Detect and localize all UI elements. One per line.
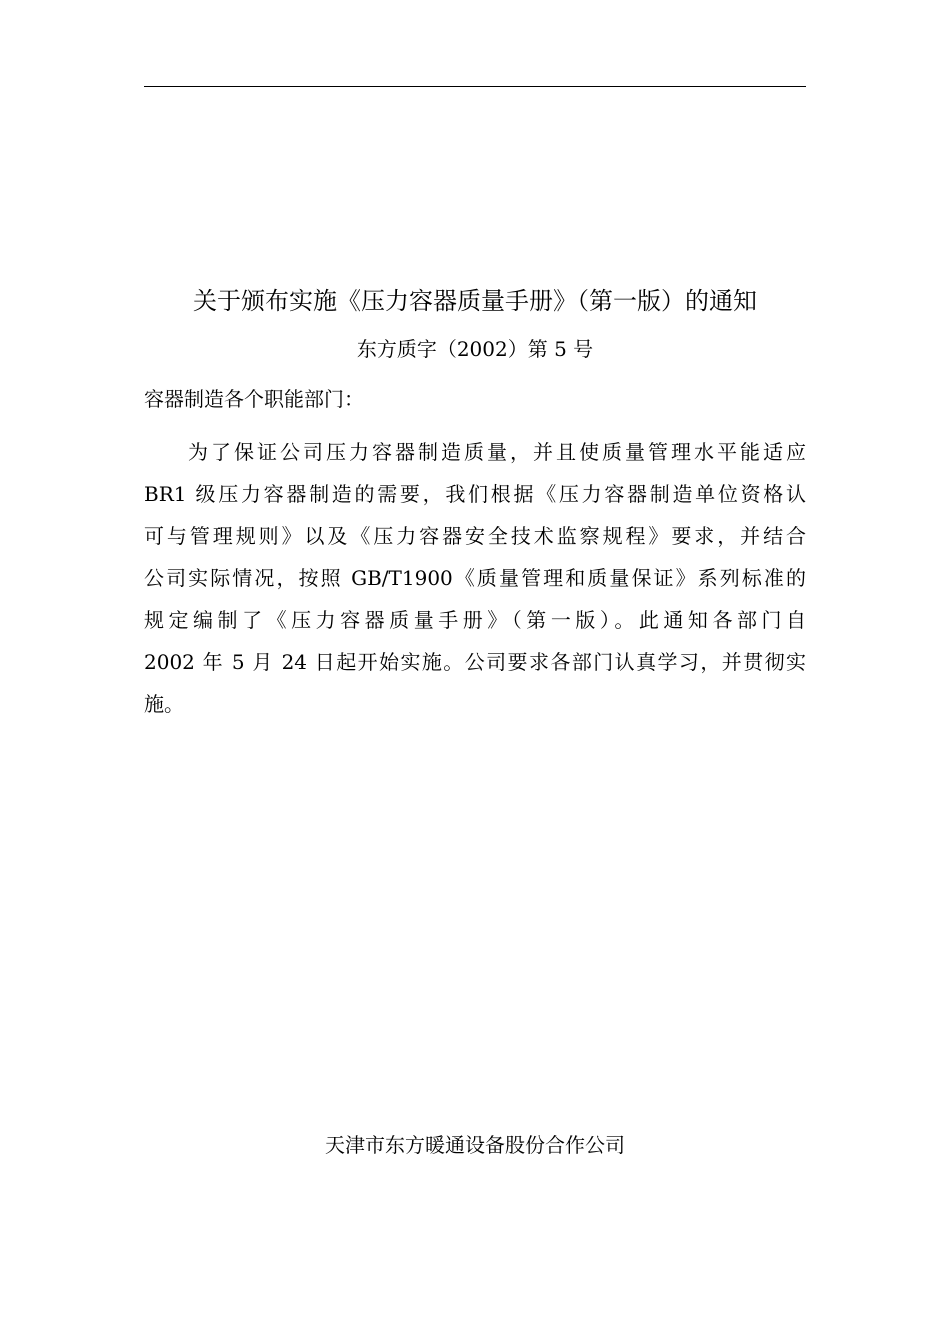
document-number: 东方质字（2002）第 5 号: [356, 337, 594, 361]
body-line: 可与管理规则》以及《压力容器安全技术监察规程》要求，并结合: [144, 524, 806, 548]
body-line: 施。: [144, 692, 184, 716]
body-line: 规定编制了《压力容器质量手册》（第一版）。此通知各部门自: [144, 608, 806, 632]
body-paragraph: [144, 431, 806, 725]
notice-title: 关于颁布实施《压力容器质量手册》（第一版）的通知: [193, 287, 757, 315]
header-rule: [144, 86, 806, 87]
body-line: 2002 年 5 月 24 日起开始实施。公司要求各部门认真学习，并贯彻实: [144, 650, 806, 674]
body-line: 为了保证公司压力容器制造质量，并且使质量管理水平能适应: [188, 440, 806, 464]
salutation: 容器制造各个职能部门：: [144, 387, 364, 411]
body-line: 公司实际情况，按照 GB/T1900《质量管理和质量保证》系列标准的: [144, 566, 806, 590]
company-signature: 天津市东方暖通设备股份合作公司: [325, 1133, 625, 1157]
body-line: BR1 级压力容器制造的需要，我们根据《压力容器制造单位资格认: [144, 482, 806, 506]
